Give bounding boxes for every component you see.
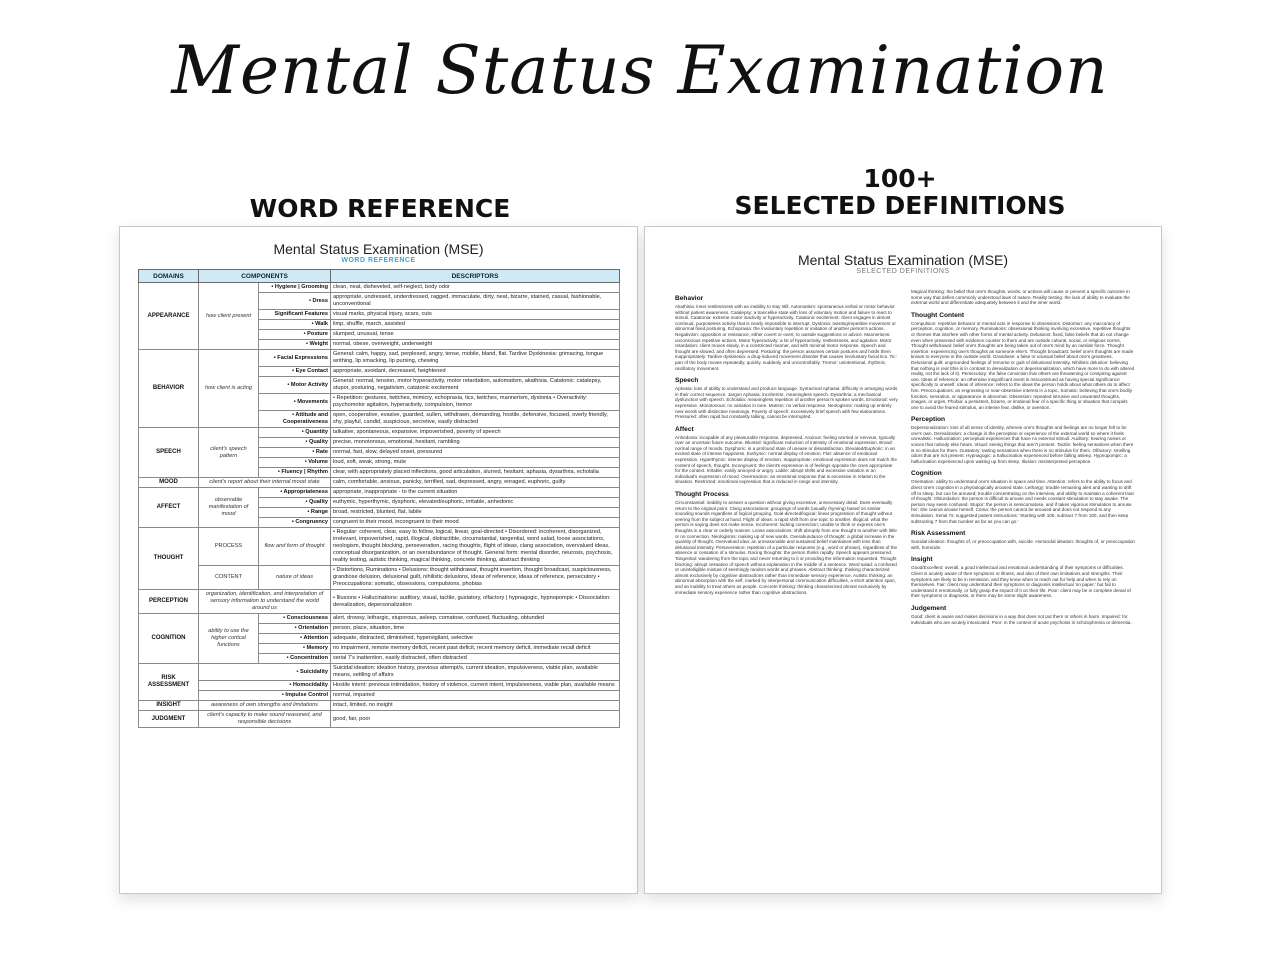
domain-cell: AFFECT	[139, 488, 199, 528]
descriptor-cell: General: calm, happy, sad, perplexed, angry, tense, mobile, bland, flat. Tardive Dyskinesia: grimacing, tongue writhing, lip smacking, lip pursing, chewing	[331, 350, 620, 367]
descriptor-cell: limp, shuffle, march, assisted	[331, 320, 620, 330]
left-heading: WORD REFERENCE	[249, 194, 511, 223]
column-header: DOMAINS	[139, 270, 199, 283]
domain-cell: COGNITION	[139, 614, 199, 664]
descriptor-cell: normal, obese, overweight, underweight	[331, 340, 620, 350]
descriptor-cell: intact, limited, no insight	[331, 701, 620, 711]
subcomponent-cell: • Concentration	[259, 654, 331, 664]
descriptor-cell: congruent to their mood, incongruent to their mood	[331, 518, 620, 528]
definition-section	[911, 312, 1135, 411]
descriptor-cell: appropriate, undressed, underdressed, ragged, immaculate, dirty, neat, bizarre, stained, casual, fashionable, unconventional	[331, 293, 620, 310]
domain-cell: THOUGHT	[139, 528, 199, 590]
component-cell: PROCESS	[199, 528, 259, 566]
subcomponent-cell: • Range	[259, 508, 331, 518]
component-cell: organization, identification, and interpretation of sensory information to understand the world around us	[199, 590, 331, 614]
table-row	[139, 283, 620, 293]
subcomponent-cell: • Impulse Control	[199, 691, 331, 701]
page-subtitle: WORD REFERENCE	[341, 257, 416, 264]
component-cell: how client is acting	[199, 350, 259, 428]
table-row	[139, 614, 620, 624]
section-body: Aphasia: loss of ability to understand and produce language. Syntactical Aphasia: difficulty in arranging words in their correct sequence. Jargon Aphasia: incoherent, meaningless speech. Dysarthria: a mechanical dysfunction with speech. Echolalia: meaningless repetition of another person's spoken words. Emotional: very expressive. Monotonous: no variation in tone. Mutism: no verbal response. Neologisms: making up entirely new words with distinctive meanings. Poverty of speech: excessively brief speech with few elaborations. Pressured: often rapid but constantly talking, cannot be interrupted.	[675, 386, 898, 420]
definition-section	[675, 295, 899, 371]
descriptor-cell: no impairment, remote memory deficit, recent past deficit, recent memory deficit, immediate recall deficit	[331, 644, 620, 654]
domain-cell: MOOD	[139, 478, 199, 488]
column-header: COMPONENTS	[199, 270, 331, 283]
table-row	[139, 566, 620, 590]
table-row	[139, 664, 620, 681]
subcomponent-cell: • Facial Expressions	[259, 350, 331, 367]
section-heading: Perception	[911, 416, 946, 424]
section-body: Good: client is aware and makes decisions in a way that does not put them or others in harm. Impaired: for individuals who are acutely intoxicated. Poor: in the context of acute psychosis in schizophrenia or dementia.	[911, 613, 1132, 625]
table-row	[139, 428, 620, 438]
descriptor-cell: alert, drowsy, lethargic, stuporous, asleep, comatose, confused, fluctuating, obtunded	[331, 614, 620, 624]
section-body: Suicidal ideation: thoughts of, or preoccupation with, suicide. Homicidal ideation: thoughts of, or preoccupation with, homicide.	[911, 539, 1135, 550]
component-cell: nature of ideas	[259, 566, 331, 590]
domain-cell: RISK ASSESSMENT	[139, 664, 199, 701]
descriptor-cell: normal, impaired	[331, 691, 620, 701]
section-heading: Thought Process	[675, 491, 729, 499]
definition-section	[911, 530, 1135, 550]
subcomponent-cell: • Posture	[259, 330, 331, 340]
component-cell: flow and form of thought	[259, 528, 331, 566]
descriptor-cell: clean, neat, disheveled, self-neglect, body odor	[331, 283, 620, 293]
main-title: Mental Status Examination	[171, 32, 1109, 109]
section-body: Depersonalization: loss of all sense of identity, wherein one's thoughts and feelings are no longer felt to be one's own. Derealization: a change in the perception or experience of the external world so where it feels unrealistic. Hallucination: perceptual experiences that have no external stimuli. Auditory: hearing noises or voices that nobody else hears. Visual: seeing things that aren't present. Tactile: feeling sensations when there is no stimulus for them. Gustatory: tasting sensations when there is no stimulus for them. Olfactory: smelling odors that are not present. Hypnagogic: a hallucination experienced before falling asleep. Hypnopompic: a hallucination experienced upon waking up from sleep. Illusion: misinterpreted perception.	[911, 425, 1134, 464]
descriptor-cell: normal, fast, slow, delayed onset, pressured	[331, 448, 620, 458]
table-row	[139, 681, 620, 691]
descriptor-cell: broad, restricted, blunted, flat, labile	[331, 508, 620, 518]
subcomponent-cell: • Suicidality	[199, 664, 331, 681]
subcomponent-cell: • Rate	[259, 448, 331, 458]
descriptor-cell: slumped, unusual, tense	[331, 330, 620, 340]
page-title: Mental Status Examination (MSE)	[273, 241, 484, 257]
component-cell: client's speech pattern	[199, 428, 259, 478]
section-heading: Affect	[675, 425, 694, 433]
section-body: Magical thinking: the belief that one's thoughts, words, or actions will cause or prevent a specific outcome in some way that defies commonly understood laws of nature. Reality testing: the lack of ability to evaluate the external world and differentiate adequately between it and the inner world.	[911, 289, 1130, 306]
word-reference-page	[119, 226, 638, 894]
definition-section	[911, 605, 1135, 625]
section-heading: Behavior	[675, 295, 704, 302]
subcomponent-cell: • Appropriateness	[259, 488, 331, 498]
subcomponent-cell: • Weight	[259, 340, 331, 350]
section-body: Compulsion: repetitive behavior or mental acts in response to obsessions. Distortion: any inaccuracy of perception, cognition, or memory. Ruminations: obsessional thinking involving excessive, repetitive thoughts or themes that interfere with other forms of mental activity. Delusions: fixed, false beliefs that do not change even when presented with evidence counter to them and are outside cultural, social, or religious norms. Thought withdrawal: belief one's thoughts are being taken out of one's mind by an outside force. Thought insertion: experiencing one's thoughts as someone else's. Thought broadcast: belief one's thoughts are made known to everyone in the outside world. Grandiose: a false or unusual belief about one's greatness. Delusional guilt: ungrounded feelings of remorse or guilt of delusional intensity. Nihilistic delusion: believing that nothing is real (this is in contrast to derealization or depersonalization, which have more to do with altered reality, not the lack of it). Persecutory: the false conviction that others are threatening or conspiring against one. Ideas of reference: an otherwise insignificant event is misconstrued as having special significance specifically to oneself. Ideas of inference: refers to the ideas the person holds about what others do to affect him. Preoccupations: an engrossing or near-obsessive interest in a topic. Somatic: believing that one's bodily function, sensation, or appearance is abnormal. Obsession: repeated intrusive and unwanted thoughts, images, or urges. Phobia: a persistent, bizarre, or irrational fear of a specific thing or situation that compels one to avoid the feared stimulus, an intense fear, dislike, or aversion.	[911, 320, 1135, 410]
domain-cell: INSIGHT	[139, 701, 199, 711]
definition-section	[675, 426, 899, 485]
table-row	[139, 701, 620, 711]
column-header: DESCRIPTORS	[331, 270, 620, 283]
descriptor-cell: precise, monotonous, emotional, hesitant, rambling	[331, 438, 620, 448]
descriptor-cell: adequate, distracted, diminished, hypervigilant, selective	[331, 634, 620, 644]
subcomponent-cell: • Consciousness	[259, 614, 331, 624]
right-heading-top: 100+	[863, 164, 937, 193]
component-cell: client's capacity to make sound reasoned, and responsible decisions	[199, 711, 331, 728]
table-header-row	[139, 270, 620, 283]
definitions-page	[644, 226, 1162, 894]
domain-cell: SPEECH	[139, 428, 199, 478]
descriptor-cell: person, place, situation, time	[331, 624, 620, 634]
section-heading: Thought Content	[911, 311, 965, 319]
section-heading: Judgement	[911, 604, 947, 612]
section-heading: Speech	[675, 377, 699, 385]
descriptor-cell: open, cooperative, evasive, guarded, sullen, withdrawn, demanding, hostile, defensive, focused, overly friendly, shy, playful, candid, suspicious, secretive, easily distracted	[331, 411, 620, 428]
right-heading-bottom: SELECTED DEFINITIONS	[734, 191, 1066, 220]
subcomponent-cell: • Memory	[259, 644, 331, 654]
section-heading: Insight	[911, 556, 933, 564]
definitions-body	[675, 289, 1135, 625]
section-body: Good/Excellent: overall, a good intellectual and emotional understanding of their symptoms or difficulties. Client is acutely aware of their symptoms or illness, and also of their own limitations and strengths. Their symptoms are likely to be in remission, and they know when to reach out for help and when to rely on themselves. Fair: client may understand their symptoms or diagnosis intellectual 'on paper,' but fail to understand it emotionally, or fully grasp the impact of it on their life. Poor: client may be in complete denial of their symptoms or diagnosis, or there may be some slight awareness.	[911, 565, 1131, 599]
definitions-column-left	[675, 289, 899, 625]
subcomponent-cell: • Fluency | Rhythm	[259, 468, 331, 478]
definition-section	[675, 377, 899, 420]
definitions-column-right	[911, 289, 1135, 625]
section-body: Anhedonia: incapable of any pleasurable response, depressed. Anxious: feeling worried or nervous, typically over an uncertain future outcome. Blunted: significant reduction of intensity of emotional expression. Broad: normal range of moods. Dysphoric: in a profound state of unease or dissatisfaction. Elevated/Euphoric: in an excited state of intense happiness. Euthymic: normal display of emotion. Flat: absence of emotional expression. Hyperthymic: intense display of emotion. Inappropriate: emotional expression does not match the content of speech, thought. Incongruent: the client's expression is of feelings opposite the ones appropriate for the context. Irritable: easily annoyed or angry. Labile: abrupt shifts and excessive variation in an individual's expression of mood. Overreaction: an emotional response that is excessive in relation to the situation. Restricted: emotional expression that is reduced in range and intensity.	[675, 434, 897, 485]
descriptor-cell: appropriate, avoidant, decreased, heightened	[331, 367, 620, 377]
table-row	[139, 488, 620, 498]
descriptor-cell: • Regular: coherent, clear, easy to follow, logical, linear, goal-directed • Disordered: incoherent, disorganized, irrelevant, impoverished, rapid, illogical, distractible, circumstantial, tangential, word salad, loose associations, neologism, thought blocking, perseveration, racing thoughts, flight of ideas, clang association, overvalued ideas, conceptual disorganization, or an overabundance of thought. General form: mental disorder, neurosis, psychosis, reality testing, autistic thinking, magical thinking, concrete thinking, abstract thinking	[331, 528, 620, 566]
subcomponent-cell: • Walk	[259, 320, 331, 330]
subcomponent-cell: • Attention	[259, 634, 331, 644]
definition-section	[911, 416, 1135, 464]
section-body: Circumstantial: inability to answer a question without giving excessive, unnecessary detail. Does eventually return to the original point. Clang associations: groupings of words (usually rhyming) based on similar sounding sounds regardless of logical grouping. Goal-directed/logical: linear progression of thought without veering from the subject at hand. Flight of ideas: a rapid shift from one topic to another. Illogical: what the person is saying does not make sense. Incoherent: lacking connection; unable to think or express one's thoughts in a clear or orderly manner. Loose associations: shift abruptly from one thought to another with little or no connection. Neologisms: making up of new words. Overabundance of thought: a global increase in the quantity of thought. Overvalued idea: an unreasonable and sustained belief maintained with less than delusional intensity. Perseveration: repetition of a particular response (e.g., word or phrase), regardless of the absence or cessation of a stimulus. Racing thoughts: the person thinks rapidly. Speech appears pressured. Tangential: wandering from the topic and never returning to it or providing the information requested. Thought blocking: abrupt cessation of speech without explanation in the middle of a sentence. Word salad: a confused or unintelligible mixture of seemingly random words and phrases. Abstract thinking: thinking characterized almost exclusively by cognitive abstractions rather than immediate sensory experience. Autistic thinking: an abnormal absorption with the self, marked by interpersonal communication difficulties, a short attention span, and an inability to treat others as people. Concrete thinking: thinking characterized almost exclusively by immediate sensory experience rather than cognitive abstractions.	[675, 500, 898, 595]
component-cell: awareness of own strengths and limitations	[199, 701, 331, 711]
page-title: Mental Status Examination (MSE)	[797, 252, 1009, 268]
subcomponent-cell: • Congruency	[259, 518, 331, 528]
page-subtitle: SELECTED DEFINITIONS	[856, 268, 950, 275]
descriptor-cell: clear, with appropriately placed inflections, good articulation, slurred, hesitant, aphasia, dysarthria, echolalia	[331, 468, 620, 478]
section-heading: Risk Assessment	[911, 530, 966, 538]
component-cell: ability to use the higher cortical functions	[199, 614, 259, 664]
definition-section	[911, 289, 1135, 306]
section-body: Orientation: ability to understand one's situation in space and time. Attention: refers to the ability to focus and direct one's cognition in a physiologically aroused state. Lethargy: trouble remaining alert and wanting to drift off to sleep, but can be aroused; trouble concentrating on the interview, and ability to maintain a coherent train of thought. Obtundation: the person is difficult to arouse and needs constant stimulation to stay awake. The person may seem confused. Stupor: the person is semicomatose, and if takes vigorous stimulation to arouse her; she cannot arouse herself. Coma: the person cannot be aroused and does not respond to any stimulation. Serial 7s: suggested patient instructions: 'Starting with 100, subtract 7 from 100, and then keep subtracting 7 from that number as far as you can go.'	[911, 479, 1135, 524]
subcomponent-cell: • Hygiene | Grooming	[259, 283, 331, 293]
subcomponent-cell: • Quality	[259, 438, 331, 448]
table-row	[139, 590, 620, 614]
descriptor-cell: Hostile intent: previous intimidation, history of violence, current intent, impulsiveness, viable plan, available means	[331, 681, 620, 691]
table-row	[139, 478, 620, 488]
descriptor-cell: visual marks, physical injury, scars, cuts	[331, 310, 620, 320]
domain-cell: BEHAVIOR	[139, 350, 199, 428]
table-row	[139, 711, 620, 728]
section-body: Akathisia: inner restlessness with an inability to stay still. Automatism: spontaneous verbal or motor behavior without patient awareness. Catalepsy: a trancelike state with loss of voluntary motion and failure to react to stimuli. Catatonia: extreme motor inactivity or hyperactivity. Catatonic excitement: client engages in almost continual, purposeless activity that is nearly impossible to interrupt. Dystonia: twisting/repetitive movement or abnormal fixed posturing. Echopraxia: the involuntary repetition or imitation of another person's actions. Negativism: opposition or resistance, either covert or overt, to outside suggestions or advice. Mannerisms: unconscious repetitive actions. Motor hyperactivity: a lot of hyperactivity, restlessness, and agitation. Motor retardation: client moves slowly, in a constricted manner, and with minimal motor response. Speech and thought are slowed, and often depressed. Posturing: the person assumes certain postures and holds them inappropriately. Tardive dyskinesia: a drug-induced movement disorder that causes involuntary facial tics. Tic: part of the body moves repeatedly, quickly, suddenly and uncontrollably. Tremor: unintentional, rhythmic, oscillatory movement.	[675, 304, 897, 371]
descriptor-cell: talkative, spontaneous, expansive, impoverished, poverty of speech	[331, 428, 620, 438]
domain-cell: APPEARANCE	[139, 283, 199, 350]
component-cell: CONTENT	[199, 566, 259, 590]
subcomponent-cell: • Volume	[259, 458, 331, 468]
domain-cell: PERCEPTION	[139, 590, 199, 614]
subcomponent-cell: • Dress	[259, 293, 331, 310]
table-row	[139, 350, 620, 367]
table-row	[139, 691, 620, 701]
mse-table	[138, 269, 620, 728]
descriptor-cell: euthymic, hyperthymic, dysphoric, elevated/euphoric, irritable, anhedonic	[331, 498, 620, 508]
component-cell: how client present	[199, 283, 259, 350]
descriptor-cell: Suicidal ideation: ideation history, previous attempt/s, current ideation, impulsiveness, viable plan, available means, settling of affairs	[331, 664, 620, 681]
descriptor-cell: good, fair, poor	[331, 711, 620, 728]
descriptor-cell: • Distortions, Ruminations • Delusions: thought withdrawal, thought insertion, thought broadcast, suspiciousness, grandiose delusion, delusional guilt, nihilistic delusions, ideas of reference, ideas of reference, persecutory • Preoccupations: somatic, obsessions, compulsions, phobias	[331, 566, 620, 590]
component-cell: client's report about their internal mood state	[199, 478, 331, 488]
subcomponent-cell: Significant Features	[259, 310, 331, 320]
descriptor-cell: • Illusions • Hallucinations: auditory, visual, tactile, gustatory, olfactory | hypnagogic, hypnopompic • Dissociation: derealization, depersonalization	[331, 590, 620, 614]
subcomponent-cell: • Orientation	[259, 624, 331, 634]
subcomponent-cell: • Attitude and Cooperativeness	[259, 411, 331, 428]
definition-section	[911, 556, 1135, 599]
subcomponent-cell: • Motor Activity	[259, 377, 331, 394]
section-heading: Cognition	[911, 470, 942, 478]
descriptor-cell: calm, comfortable, anxious, panicky, terrified, sad, depressed, angry, enraged, euphoric, guilty	[331, 478, 620, 488]
subcomponent-cell: • Quantity	[259, 428, 331, 438]
table-row	[139, 528, 620, 566]
descriptor-cell: serial 7's inattention, easily distracted, often distracted	[331, 654, 620, 664]
descriptor-cell: appropriate, inappropriate - to the current situation	[331, 488, 620, 498]
definition-section	[911, 470, 1135, 524]
descriptor-cell: • Repetition: gestures, twitches, mimicry, echopraxia, tics, twitches, mannerism, dystonia • Overactivity: psychomotor agitation, hyperactivity, compulsion, tremor	[331, 394, 620, 411]
domain-cell: JUDGMENT	[139, 711, 199, 728]
subcomponent-cell: • Homocidality	[199, 681, 331, 691]
subcomponent-cell: • Eye Contact	[259, 367, 331, 377]
component-cell: observable manifestation of mood	[199, 488, 259, 528]
descriptor-cell: General: normal, tension, motor hyperactivity, motor retardation, automatism, akathisia. Catatonic: catalepsy, stupor, posturing, negativism, catatonic excitement	[331, 377, 620, 394]
subcomponent-cell: • Movements	[259, 394, 331, 411]
descriptor-cell: loud, soft, weak, strong, mute	[331, 458, 620, 468]
subcomponent-cell: • Quality	[259, 498, 331, 508]
definition-section	[675, 491, 899, 595]
